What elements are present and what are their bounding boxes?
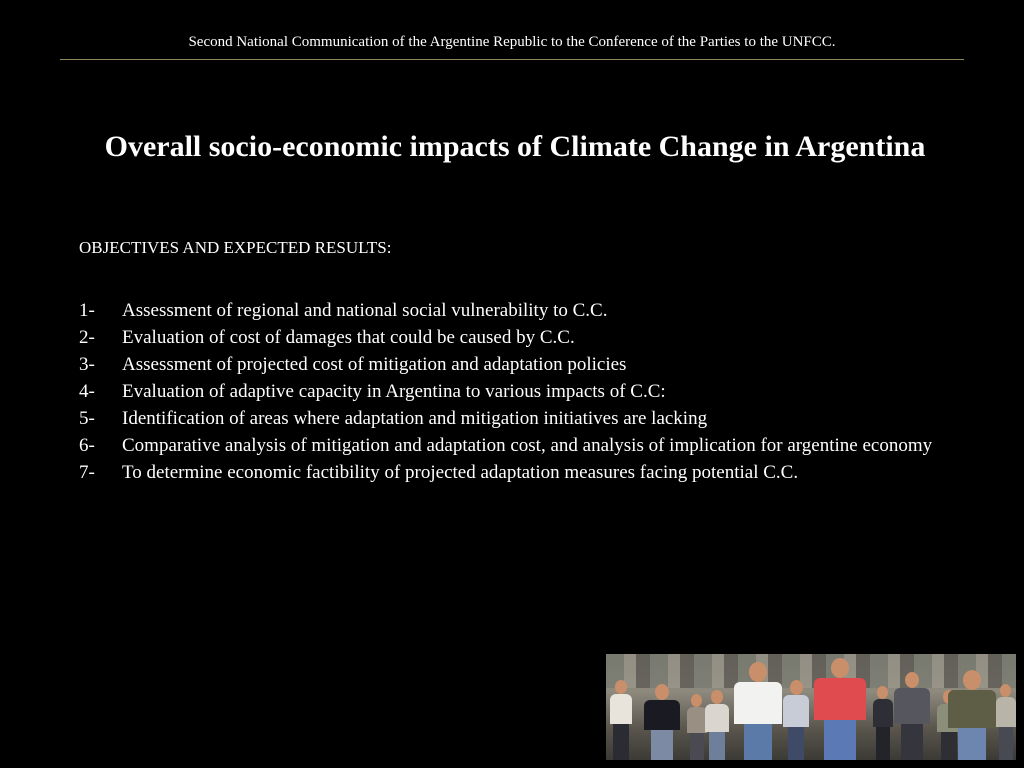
objective-number: 6- [79, 435, 95, 456]
objectives-heading: OBJECTIVES AND EXPECTED RESULTS: [79, 238, 392, 257]
photo-person [782, 680, 810, 760]
objective-item [79, 405, 939, 432]
objective-item [79, 459, 939, 486]
objective-item [79, 324, 939, 351]
photo-person [892, 672, 932, 760]
objective-item [79, 378, 939, 405]
objective-text: Assessment of projected cost of mitigation and adaptation policies [122, 354, 627, 375]
objective-number: 4- [79, 381, 95, 402]
crowd-photo [606, 654, 1016, 760]
objective-text: Assessment of regional and national social vulnerability to C.C. [122, 300, 608, 321]
objective-number: 3- [79, 354, 95, 375]
objective-item [79, 351, 939, 378]
photo-person [946, 670, 998, 760]
objective-number: 5- [79, 408, 95, 429]
photo-person [608, 680, 634, 760]
objective-item [79, 297, 939, 324]
slide-title: Overall socio-economic impacts of Climate Change in Argentina [104, 130, 926, 163]
header-caption: Second National Communication of the Argentine Republic to the Conference of the Parties to the UNFCC. [188, 34, 836, 50]
objective-text: Identification of areas where adaptation and mitigation initiatives are lacking [122, 408, 708, 429]
photo-person [732, 662, 784, 760]
objectives-list [79, 297, 939, 486]
objective-item [79, 432, 939, 459]
objective-number: 7- [79, 462, 95, 483]
photo-person [996, 684, 1016, 760]
objective-number: 2- [79, 327, 95, 348]
objective-text: Evaluation of cost of damages that could be caused by C.C. [122, 327, 575, 348]
objective-text: Comparative analysis of mitigation and adaptation cost, and analysis of implication for argentine economy [122, 435, 933, 456]
photo-person [872, 686, 894, 760]
photo-person [812, 658, 868, 760]
objective-number: 1- [79, 300, 95, 321]
header-divider [60, 59, 964, 60]
photo-person [642, 684, 682, 760]
objective-text: To determine economic factibility of projected adaptation measures facing potential C.C. [122, 462, 799, 483]
objective-text: Evaluation of adaptive capacity in Argentina to various impacts of C.C: [122, 381, 666, 402]
photo-person [704, 690, 730, 760]
